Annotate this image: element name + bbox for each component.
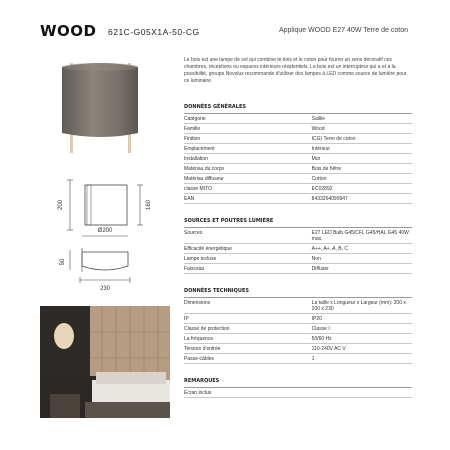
spec-key: Écran inclus — [184, 388, 312, 398]
spec-row — [184, 324, 412, 334]
spec-key: Faisceau — [184, 264, 312, 274]
spec-value: Diffuser — [312, 264, 412, 274]
spec-key: IP — [184, 314, 312, 324]
ambient-photo — [40, 306, 170, 418]
spec-row — [184, 264, 412, 274]
product-reference: 621C-G05X1A-50-CG — [108, 27, 200, 37]
spec-section — [184, 104, 412, 204]
product-photo — [40, 55, 170, 155]
spec-table — [184, 388, 412, 398]
spec-value: 1 — [312, 354, 412, 364]
section-title: SOURCES ET POUTRES LUMIÈRE — [184, 218, 412, 228]
spec-row — [184, 298, 412, 314]
dimension-diameter: Ø200 — [97, 228, 113, 234]
spec-row — [184, 388, 412, 398]
spec-key: Matériau du corps — [184, 164, 312, 174]
spec-section — [184, 218, 412, 274]
spec-row — [184, 228, 412, 244]
spec-value: La taille x Longueur x Largeur (mm): 200 x 200 x 230 — [312, 298, 412, 314]
section-title: REMARQUES — [184, 378, 412, 388]
spec-value — [312, 388, 412, 398]
spec-value: A++, A+, A, B, C — [312, 244, 412, 254]
spec-row — [184, 154, 412, 164]
dimension-depth: 50 — [60, 258, 66, 266]
spec-key: Dimensions — [184, 298, 312, 314]
spec-row — [184, 134, 412, 144]
spec-section — [184, 378, 412, 398]
spec-value: Cotton — [312, 174, 412, 184]
spec-value: E27 LED Bulb G45/CFL G45/HAL G45 40W max. — [312, 228, 412, 244]
spec-row — [184, 244, 412, 254]
spec-value: Saillie — [312, 114, 412, 124]
spec-row — [184, 114, 412, 124]
dimension-height-total: 200 — [58, 199, 64, 211]
spec-value: 8433264099947 — [312, 194, 412, 204]
spec-row — [184, 164, 412, 174]
spec-key: La fréquence — [184, 334, 312, 344]
brand-title: WOOD — [40, 22, 97, 40]
spec-key: classe MITO — [184, 184, 312, 194]
spec-key: Matériau diffuseur — [184, 174, 312, 184]
spec-value: ICG) Terre de coton — [312, 134, 412, 144]
spec-row — [184, 144, 412, 154]
product-subtitle: Applique WOOD E27 40W Terre de coton — [278, 27, 408, 34]
spec-key: EAN — [184, 194, 312, 204]
spec-key: Famille — [184, 124, 312, 134]
spec-row — [184, 124, 412, 134]
section-title: DONNÉES TECHNIQUES — [184, 288, 412, 298]
spec-key: Sources — [184, 228, 312, 244]
spec-key: Classe de protection — [184, 324, 312, 334]
spec-key: Installation — [184, 154, 312, 164]
spec-value: IP20 — [312, 314, 412, 324]
product-description: Le bois est une lampe de sol qui combine le bois et le coton pour fournir un sens décoratif ces chambres, réceptions ou espaces intérieurs résidentiels. Le bois est un interrupteur qui a et a la possibilité, groupe Novolux recommande d'utiliser des lampes à LED comme source de lumière pour ce luminaire. — [184, 57, 407, 84]
spec-row — [184, 354, 412, 364]
spec-row — [184, 194, 412, 204]
spec-table — [184, 114, 412, 204]
spec-key: Passe-câbles — [184, 354, 312, 364]
spec-row — [184, 174, 412, 184]
spec-row — [184, 314, 412, 324]
spec-key: Tension d'entrée — [184, 344, 312, 354]
spec-key: Finition — [184, 134, 312, 144]
top-view-drawing — [40, 222, 170, 302]
spec-row — [184, 344, 412, 354]
spec-value: Non — [312, 254, 412, 264]
spec-key: Efficacité énergétique — [184, 244, 312, 254]
spec-value: Intérieur — [312, 144, 412, 154]
dimension-height-shade: 160 — [146, 199, 152, 211]
spec-value: Mur — [312, 154, 412, 164]
spec-key: Lampe incluse — [184, 254, 312, 264]
spec-key: Catégorie — [184, 114, 312, 124]
section-title: DONNÉES GÉNÉRALES — [184, 104, 412, 114]
spec-table — [184, 298, 412, 364]
spec-row — [184, 184, 412, 194]
spec-value: 110-240V AC V — [312, 344, 412, 354]
dimension-width: 230 — [99, 286, 111, 292]
spec-value: Bois de hêtre — [312, 164, 412, 174]
spec-value: EC02892 — [312, 184, 412, 194]
spec-row — [184, 254, 412, 264]
spec-key: Emplacement — [184, 144, 312, 154]
spec-section — [184, 288, 412, 364]
spec-value: Classe I — [312, 324, 412, 334]
spec-value: Wood — [312, 124, 412, 134]
spec-sections — [184, 104, 412, 398]
spec-value: 50/60 Hz — [312, 334, 412, 344]
spec-table — [184, 228, 412, 274]
spec-row — [184, 334, 412, 344]
